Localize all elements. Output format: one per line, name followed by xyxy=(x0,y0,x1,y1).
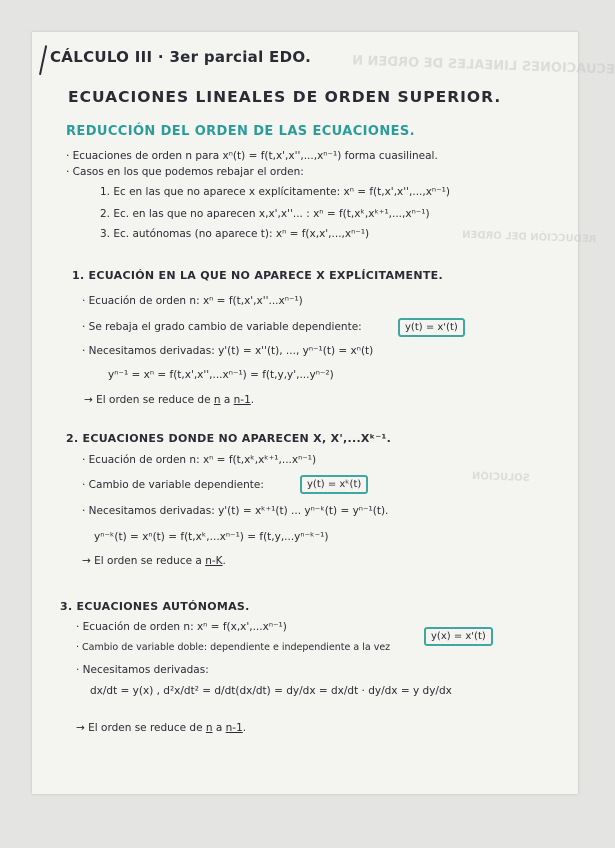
section-3-line: · Necesitamos derivadas: xyxy=(76,664,209,676)
course-header: CÁLCULO III · 3er parcial EDO. xyxy=(50,48,312,66)
intro-line: · Casos en los que podemos rebajar el orden: xyxy=(66,166,304,178)
bleed-through-text: ECUACIONES LINEALES DE ORDEN N xyxy=(351,53,615,78)
section-3-line: · Cambio de variable doble: dependiente e independiente a la vez xyxy=(76,642,391,653)
section-3-line: · Ecuación de orden n: xⁿ = f(x,x',...xⁿ⁻¹) xyxy=(76,621,287,633)
section-1-heading: 1. ECUACIÓN EN LA QUE NO APARECE X EXPLÍCITAMENTE. xyxy=(72,269,443,282)
section-1-conclusion: → El orden se reduce de n a n-1. xyxy=(84,394,255,406)
section-2-conclusion: → El orden se reduce a n-K. xyxy=(82,555,226,567)
bleed-through-text: REDUCCIÓN DEL ORDEN xyxy=(461,229,597,246)
section-2-formula: yⁿ⁻ᵏ(t) = xⁿ(t) = f(t,xᵏ,...xⁿ⁻¹) = f(t,y,...yⁿ⁻ᵏ⁻¹) xyxy=(94,531,329,543)
section-1-boxed-formula: y(t) = x'(t) xyxy=(398,318,465,337)
bleed-through-text: SOLUCIÓN xyxy=(471,470,530,485)
page-title: ECUACIONES LINEALES DE ORDEN SUPERIOR. xyxy=(68,88,502,106)
case-item: 2. Ec. en las que no aparecen x,x',x''... : xⁿ = f(t,xᵏ,xᵏ⁺¹,...,xⁿ⁻¹) xyxy=(100,208,430,220)
section-2-boxed-formula: y(t) = xᵏ(t) xyxy=(300,475,368,494)
section-3-formula: dx/dt = y(x) , d²x/dt² = d/dt(dx/dt) = dy/dx = dx/dt · dy/dx = y dy/dx xyxy=(90,685,452,697)
section-1-line: · Ecuación de orden n: xⁿ = f(t,x',x''...xⁿ⁻¹) xyxy=(82,295,303,307)
section-1-line: · Se rebaja el grado cambio de variable dependiente: xyxy=(82,321,362,333)
section-3-conclusion: → El orden se reduce de n a n-1. xyxy=(76,722,247,734)
section-1-line: · Necesitamos derivadas: y'(t) = x''(t), ..., yⁿ⁻¹(t) = xⁿ(t) xyxy=(82,345,374,357)
section-2-line: · Necesitamos derivadas: y'(t) = xᵏ⁺¹(t) ... yⁿ⁻ᵏ(t) = yⁿ⁻¹(t). xyxy=(82,505,389,517)
section-3-boxed-formula: y(x) = x'(t) xyxy=(424,627,493,646)
section-1-formula: yⁿ⁻¹ = xⁿ = f(t,x',x'',...xⁿ⁻¹) = f(t,y,y',...yⁿ⁻²) xyxy=(108,369,334,381)
section-2-heading: 2. ECUACIONES DONDE NO APARECEN X, X',...Xᵏ⁻¹. xyxy=(66,432,392,445)
case-item: 1. Ec en las que no aparece x explícitamente: xⁿ = f(t,x',x'',...,xⁿ⁻¹) xyxy=(100,186,450,198)
section-2-line: · Cambio de variable dependiente: xyxy=(82,479,264,491)
intro-line: · Ecuaciones de orden n para xⁿ(t) = f(t,x',x'',...,xⁿ⁻¹) forma cuasilineal. xyxy=(66,150,438,162)
section-3-heading: 3. ECUACIONES AUTÓNOMAS. xyxy=(60,600,250,613)
case-item: 3. Ec. autónomas (no aparece t): xⁿ = f(x,x',...,xⁿ⁻¹) xyxy=(100,228,370,240)
section-subtitle: REDUCCIÓN DEL ORDEN DE LAS ECUACIONES. xyxy=(66,124,415,139)
section-2-line: · Ecuación de orden n: xⁿ = f(t,xᵏ,xᵏ⁺¹,...xⁿ⁻¹) xyxy=(82,454,317,466)
notebook-page xyxy=(32,32,615,794)
